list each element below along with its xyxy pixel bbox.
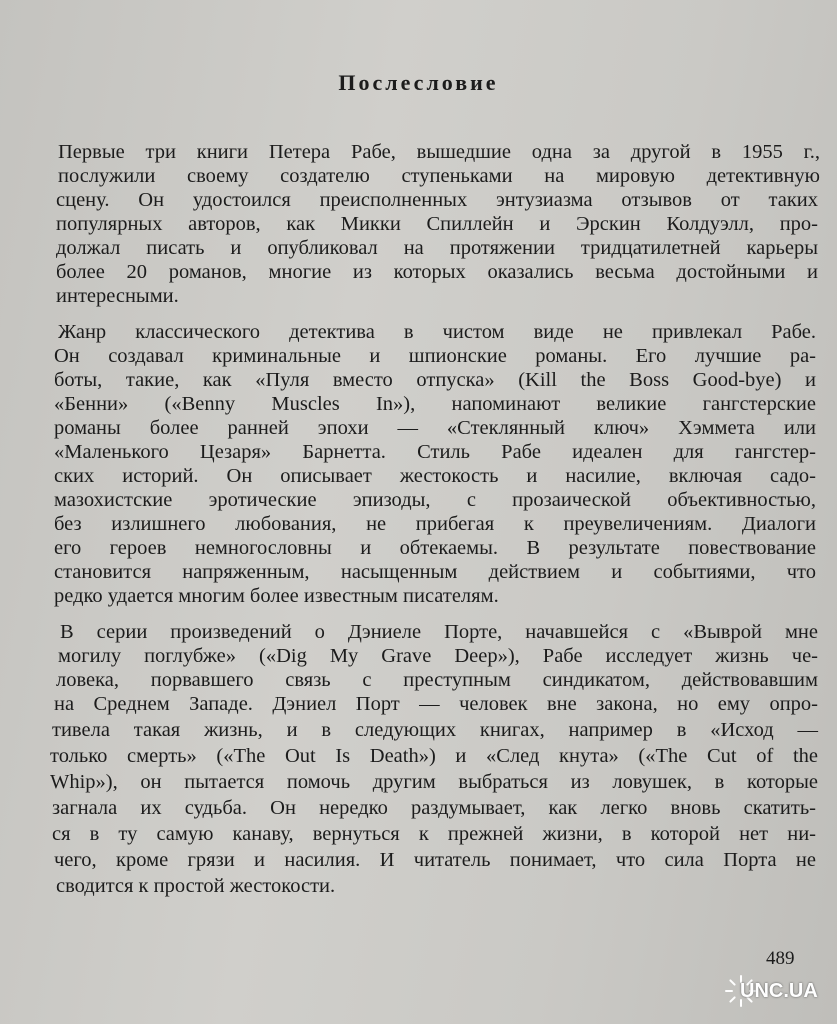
text-line: могилу поглубже» («Dig My Grave Deep»), Рабе исследует жизнь че- xyxy=(58,645,818,667)
text-line: В серии произведений о Дэниеле Порте, начавшейся с «Выврой мне xyxy=(60,621,818,643)
text-line: мазохистские эротические эпизоды, с прозаической объективностью, xyxy=(54,489,816,511)
text-line: его героев немногословны и обтекаемы. В результате повествование xyxy=(54,537,816,559)
text-line: редко удается многим более известным писателям. xyxy=(54,585,499,607)
text-line: боты, такие, как «Пуля вместо отпуска» (Kill the Boss Good-bye) и xyxy=(54,369,816,391)
page-title: Послесловие xyxy=(338,70,499,95)
text-line: ских историй. Он описывает жестокость и насилие, включая садо- xyxy=(54,465,816,487)
text-line: популярных авторов, как Микки Спиллейн и Эрскин Колдуэлл, про- xyxy=(56,213,818,235)
text-line: сцену. Он удостоился преисполненных энтузиазма отзывов от таких xyxy=(56,189,818,211)
text-line: ся в ту самую канаву, вернуться к прежней жизни, в которой нет ни- xyxy=(52,823,816,845)
text-line: становится напряженным, насыщенным действием и событиями, что xyxy=(54,561,816,583)
page-number: 489 xyxy=(766,948,795,969)
watermark xyxy=(724,966,834,1016)
text-line: Жанр классического детектива в чистом виде не привлекал Рабе. xyxy=(58,321,816,343)
text-line: чего, кроме грязи и насилия. И читатель понимает, что сила Порта не xyxy=(54,849,816,871)
text-line: интересными. xyxy=(56,285,179,307)
text-line: должал писать и опубликовал на протяжении тридцатилетней карьеры xyxy=(56,237,818,259)
text-line: ловека, порвавшего связь с преступным синдикатом, действовавшим xyxy=(56,669,818,691)
text-line: послужили своему создателю ступеньками на мировую детективную xyxy=(58,165,820,187)
text-line: только смерть» («The Out Is Death») и «След кнута» («The Cut of the xyxy=(50,745,818,767)
text-line: загнала их судьба. Он нередко раздумывает, как легко вновь скатить- xyxy=(52,797,816,819)
text-line: тивела такая жизнь, и в следующих книгах, например в «Исход — xyxy=(52,719,818,741)
text-line: на Среднем Западе. Дэниел Порт — человек вне закона, но ему опро- xyxy=(54,693,818,715)
text-line: Whip»), он пытается помочь другим выбраться из ловушек, в которые xyxy=(50,771,818,793)
text-line: более 20 романов, многие из которых оказались весьма достойными и xyxy=(56,261,818,283)
text-line: романы более ранней эпохи — «Стеклянный ключ» Хэммета или xyxy=(54,417,816,439)
text-line: Первые три книги Петера Рабе, вышедшие одна за другой в 1955 г., xyxy=(58,141,820,163)
text-line: Он создавал криминальные и шпионские романы. Его лучшие ра- xyxy=(54,345,816,367)
text-line: сводится к простой жестокости. xyxy=(56,875,336,897)
watermark-text: UNC.UA xyxy=(740,979,818,1002)
text-line: «Маленького Цезаря» Барнетта. Стиль Рабе идеален для гангстер- xyxy=(54,441,816,463)
text-line: без излишнего любования, не прибегая к преувеличениям. Диалоги xyxy=(54,513,816,535)
text-line: «Бенни» («Benny Muscles In»), напоминают великие гангстерские xyxy=(54,393,816,415)
